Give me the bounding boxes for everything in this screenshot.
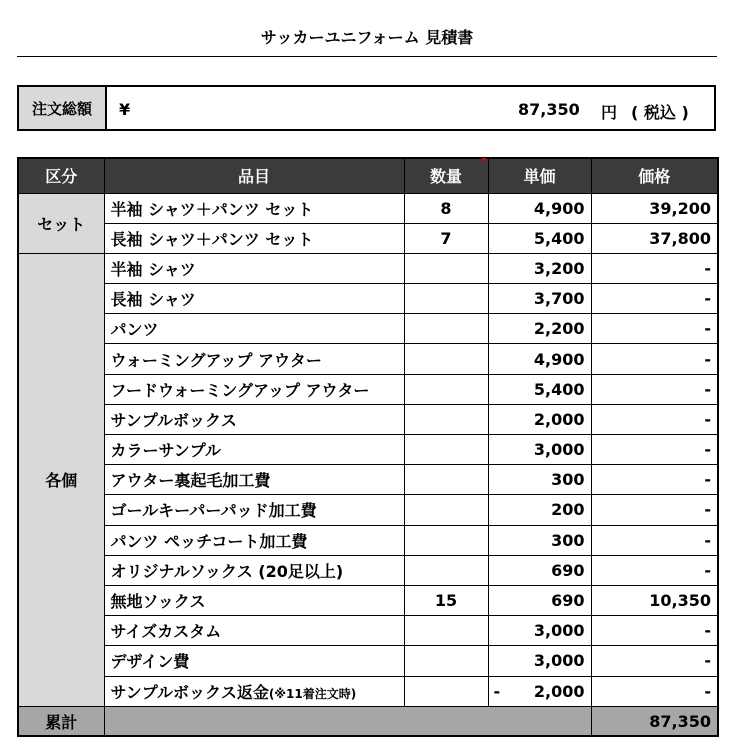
header-quantity: 数量 <box>404 158 488 193</box>
unit-price-value: 300 <box>551 470 585 490</box>
table-row <box>18 284 718 314</box>
unit-price-cell <box>488 223 591 253</box>
item-name: フードウォーミングアップ アウター <box>110 380 370 400</box>
table-row <box>18 525 718 555</box>
unit-price-value: 5,400 <box>533 228 585 248</box>
item-cell <box>104 555 404 585</box>
quantity-cell <box>404 616 488 646</box>
quantity-cell <box>404 495 488 525</box>
price-cell: - <box>591 555 718 585</box>
unit-price-cell <box>488 616 591 646</box>
table-row <box>18 585 718 615</box>
quantity-cell: 8 <box>404 193 488 223</box>
item-cell <box>104 585 404 615</box>
unit-price-cell <box>488 374 591 404</box>
item-name: ウォーミングアップ アウター <box>110 350 322 370</box>
order-total-unit: 円 <box>601 103 618 122</box>
unit-price-value: 690 <box>551 560 585 580</box>
unit-price-value: 3,000 <box>533 651 585 671</box>
unit-price-cell <box>488 585 591 615</box>
item-cell <box>104 344 404 374</box>
order-total-value: 87,350 <box>518 100 580 119</box>
sum-label: 累計 <box>18 706 104 736</box>
quantity-cell <box>404 284 488 314</box>
item-name: 無地ソックス <box>110 592 206 612</box>
quote-table <box>17 157 719 737</box>
unit-price-cell <box>488 435 591 465</box>
item-cell <box>104 284 404 314</box>
sum-value: 87,350 <box>591 706 718 736</box>
price-cell: - <box>591 253 718 283</box>
minus-sign: - <box>493 681 501 701</box>
item-cell <box>104 223 404 253</box>
order-total-label: 注文総額 <box>19 87 107 129</box>
unit-price-value: 4,900 <box>533 198 585 218</box>
item-name: パンツ <box>110 320 159 340</box>
table-row <box>18 404 718 434</box>
item-cell <box>104 314 404 344</box>
item-name: 半袖 シャツ＋パンツ セット <box>110 199 314 219</box>
table-row <box>18 253 718 283</box>
table-row <box>18 676 718 706</box>
category-cell: セット <box>18 193 104 253</box>
header-category: 区分 <box>18 158 104 193</box>
table-row <box>18 435 718 465</box>
unit-price-value: 2,000 <box>533 409 585 429</box>
price-cell: - <box>591 525 718 555</box>
order-total-box <box>17 85 716 131</box>
quantity-cell <box>404 525 488 555</box>
unit-price-cell <box>488 495 591 525</box>
unit-price-value: 3,000 <box>533 621 585 641</box>
unit-price-cell <box>488 253 591 283</box>
quantity-cell: 15 <box>404 585 488 615</box>
unit-price-value: 200 <box>551 500 585 520</box>
unit-price-value: 4,900 <box>533 349 585 369</box>
table-row <box>18 616 718 646</box>
item-cell <box>104 193 404 223</box>
price-cell: 39,200 <box>591 193 718 223</box>
unit-price-value: 300 <box>551 530 585 550</box>
item-note: (※11着注文時) <box>268 686 357 701</box>
quantity-cell <box>404 435 488 465</box>
page-title: サッカーユニフォーム 見積書 <box>17 20 717 57</box>
quantity-cell: 7 <box>404 223 488 253</box>
price-cell: 37,800 <box>591 223 718 253</box>
quantity-cell <box>404 646 488 676</box>
item-cell <box>104 404 404 434</box>
price-cell: - <box>591 284 718 314</box>
item-name: アウター裏起毛加工費 <box>110 471 271 491</box>
unit-price-value: 3,200 <box>533 258 585 278</box>
unit-price-cell <box>488 284 591 314</box>
unit-price-value: 5,400 <box>533 379 585 399</box>
table-row <box>18 314 718 344</box>
item-name: サイズカスタム <box>110 622 222 642</box>
item-name: 半袖 シャツ <box>110 259 196 279</box>
price-cell: - <box>591 435 718 465</box>
item-cell <box>104 374 404 404</box>
table-row <box>18 465 718 495</box>
table-row <box>18 223 718 253</box>
item-name: サンプルボックス <box>110 410 237 430</box>
unit-price-cell <box>488 404 591 434</box>
unit-price-cell <box>488 525 591 555</box>
sum-row <box>18 706 718 736</box>
table-row <box>18 495 718 525</box>
header-price: 価格 <box>591 158 718 193</box>
item-cell <box>104 253 404 283</box>
price-cell: - <box>591 374 718 404</box>
unit-price-cell <box>488 314 591 344</box>
order-total-body <box>107 87 714 129</box>
item-cell <box>104 676 404 706</box>
item-cell <box>104 646 404 676</box>
unit-price-cell <box>488 676 591 706</box>
unit-price-value: 2,000 <box>533 681 585 701</box>
item-name: ゴールキーパーパッド加工費 <box>110 501 317 521</box>
header-unit-price: 単価 <box>488 158 591 193</box>
item-name: カラーサンプル <box>110 441 222 461</box>
item-cell <box>104 435 404 465</box>
table-header-row <box>18 158 718 193</box>
quantity-cell <box>404 676 488 706</box>
table-row <box>18 344 718 374</box>
price-cell: - <box>591 495 718 525</box>
table-row <box>18 646 718 676</box>
price-cell: - <box>591 646 718 676</box>
price-cell: - <box>591 465 718 495</box>
price-cell: - <box>591 676 718 706</box>
price-cell: - <box>591 616 718 646</box>
quantity-cell <box>404 555 488 585</box>
unit-price-cell <box>488 193 591 223</box>
item-cell <box>104 495 404 525</box>
category-cell: 各個 <box>18 253 104 706</box>
unit-price-cell <box>488 465 591 495</box>
quantity-cell <box>404 374 488 404</box>
price-cell: - <box>591 314 718 344</box>
item-cell <box>104 616 404 646</box>
quantity-cell <box>404 344 488 374</box>
comment-indicator-icon <box>481 158 486 163</box>
sum-spacer <box>104 706 591 736</box>
quantity-cell <box>404 404 488 434</box>
price-cell: - <box>591 344 718 374</box>
unit-price-value: 2,200 <box>533 319 585 339</box>
table-row <box>18 193 718 223</box>
item-name: 長袖 シャツ <box>110 290 196 310</box>
quantity-cell <box>404 314 488 344</box>
price-cell: - <box>591 404 718 434</box>
currency-symbol: ¥ <box>119 100 131 119</box>
table-row <box>18 555 718 585</box>
item-cell <box>104 525 404 555</box>
unit-price-cell <box>488 646 591 676</box>
tax-note: ( 税込 ) <box>631 103 689 122</box>
item-name: デザイン費 <box>110 652 190 672</box>
unit-price-cell <box>488 344 591 374</box>
item-name: 長袖 シャツ＋パンツ セット <box>110 229 314 249</box>
unit-price-value: 3,000 <box>533 440 585 460</box>
item-name: パンツ ペッチコート加工費 <box>110 531 308 551</box>
unit-price-value: 3,700 <box>533 289 585 309</box>
table-row <box>18 374 718 404</box>
table-body <box>18 193 718 736</box>
quantity-cell <box>404 253 488 283</box>
price-cell: 10,350 <box>591 585 718 615</box>
unit-price-value: 690 <box>551 591 585 611</box>
item-name: サンプルボックス返金 <box>110 682 269 702</box>
quantity-cell <box>404 465 488 495</box>
item-cell <box>104 465 404 495</box>
header-item: 品目 <box>104 158 404 193</box>
item-name: オリジナルソックス (20足以上) <box>110 561 344 581</box>
unit-price-cell <box>488 555 591 585</box>
